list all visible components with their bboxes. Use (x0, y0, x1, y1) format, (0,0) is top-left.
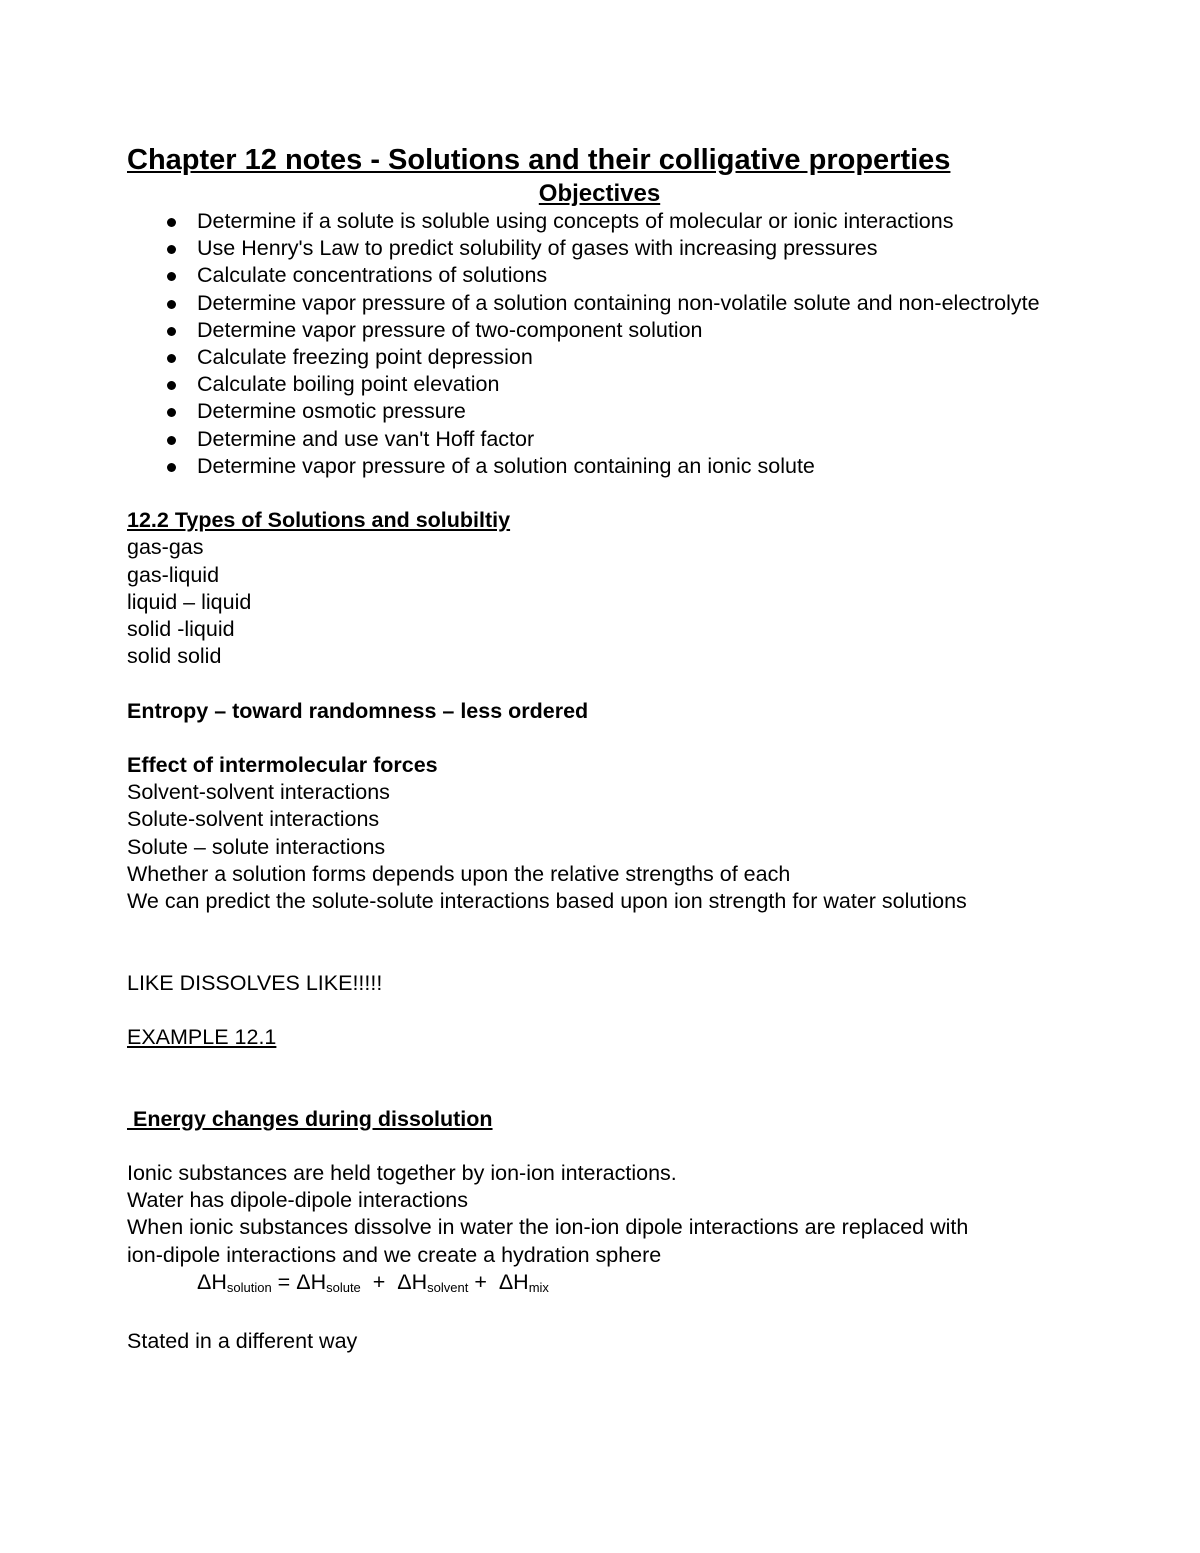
intermolecular-heading: Effect of intermolecular forces (127, 753, 438, 778)
list-item: Determine vapor pressure of a solution containing an ionic solute (127, 453, 1057, 480)
spacer (127, 997, 1087, 1024)
bullet-icon (167, 327, 176, 336)
bullet-icon (167, 463, 176, 472)
spacer (127, 1133, 1087, 1160)
like-dissolves-like: LIKE DISSOLVES LIKE!!!!! (127, 970, 383, 995)
objectives-list (127, 208, 1087, 480)
spacer (127, 725, 1087, 752)
list-item: Determine if a solute is soluble using concepts of molecular or ionic interactions (127, 208, 1057, 235)
spacer (127, 480, 1087, 507)
intermolecular-line: Solute – solute interactions (127, 834, 386, 859)
solution-type-item: liquid – liquid (127, 589, 252, 614)
intermolecular-line: Solute-solvent interactions (127, 807, 380, 832)
list-item: Determine vapor pressure of a solution containing non-volatile solute and non-electrolyte (127, 290, 1057, 317)
energy-line: ion-dipole interactions and we create a hydration sphere (127, 1242, 662, 1267)
spacer (127, 942, 1087, 969)
intermolecular-line: Solvent-solvent interactions (127, 780, 390, 805)
spacer (127, 1301, 1087, 1328)
bullet-icon (167, 408, 176, 417)
spacer (127, 1078, 1087, 1105)
energy-line: Water has dipole-dipole interactions (127, 1188, 468, 1213)
document-page (127, 140, 1087, 1355)
list-item: Determine and use van't Hoff factor (127, 426, 1057, 453)
list-item: Calculate freezing point depression (127, 344, 1057, 371)
list-item: Calculate boiling point elevation (127, 371, 1057, 398)
example-label: EXAMPLE 12.1 (127, 1025, 277, 1049)
bullet-icon (167, 381, 176, 390)
energy-line: Ionic substances are held together by ion-ion interactions. (127, 1160, 677, 1185)
solution-type-item: gas-gas (127, 535, 204, 560)
bullet-icon (167, 354, 176, 363)
bullet-icon (167, 300, 176, 309)
page-title: Chapter 12 notes - Solutions and their colligative properties (127, 144, 951, 176)
solution-type-item: gas-liquid (127, 562, 220, 587)
bullet-icon (167, 436, 176, 445)
bullet-icon (167, 218, 176, 227)
bullet-icon (167, 272, 176, 281)
entropy-heading: Entropy – toward randomness – less ordered (127, 698, 589, 723)
closing-line: Stated in a different way (127, 1329, 358, 1354)
spacer (127, 1051, 1087, 1078)
solution-type-item: solid -liquid (127, 617, 235, 642)
list-item: Determine osmotic pressure (127, 398, 1057, 425)
spacer (127, 915, 1087, 942)
energy-line: When ionic substances dissolve in water the ion-ion dipole interactions are replaced with (127, 1215, 969, 1240)
energy-heading: Energy changes during dissolution (127, 1106, 493, 1131)
list-item: Use Henry's Law to predict solubility of gases with increasing pressures (127, 235, 1057, 262)
list-item: Determine vapor pressure of two-component solution (127, 317, 1057, 344)
solution-type-item: solid solid (127, 644, 222, 669)
enthalpy-equation: $\Delta H_{solution} = \Delta H_{solute} + \Delta H_{solvent} + \Delta H_{mix}$ (197, 1269, 549, 1295)
spacer (127, 670, 1087, 697)
bullet-icon (167, 245, 176, 254)
intermolecular-line: Whether a solution forms depends upon the relative strengths of each (127, 861, 791, 886)
list-item: Calculate concentrations of solutions (127, 262, 1057, 289)
objectives-heading: Objectives (538, 180, 661, 207)
section-heading-types: 12.2 Types of Solutions and solubiltiy (127, 508, 511, 533)
intermolecular-line: We can predict the solute-solute interactions based upon ion strength for water solutions (127, 889, 967, 914)
